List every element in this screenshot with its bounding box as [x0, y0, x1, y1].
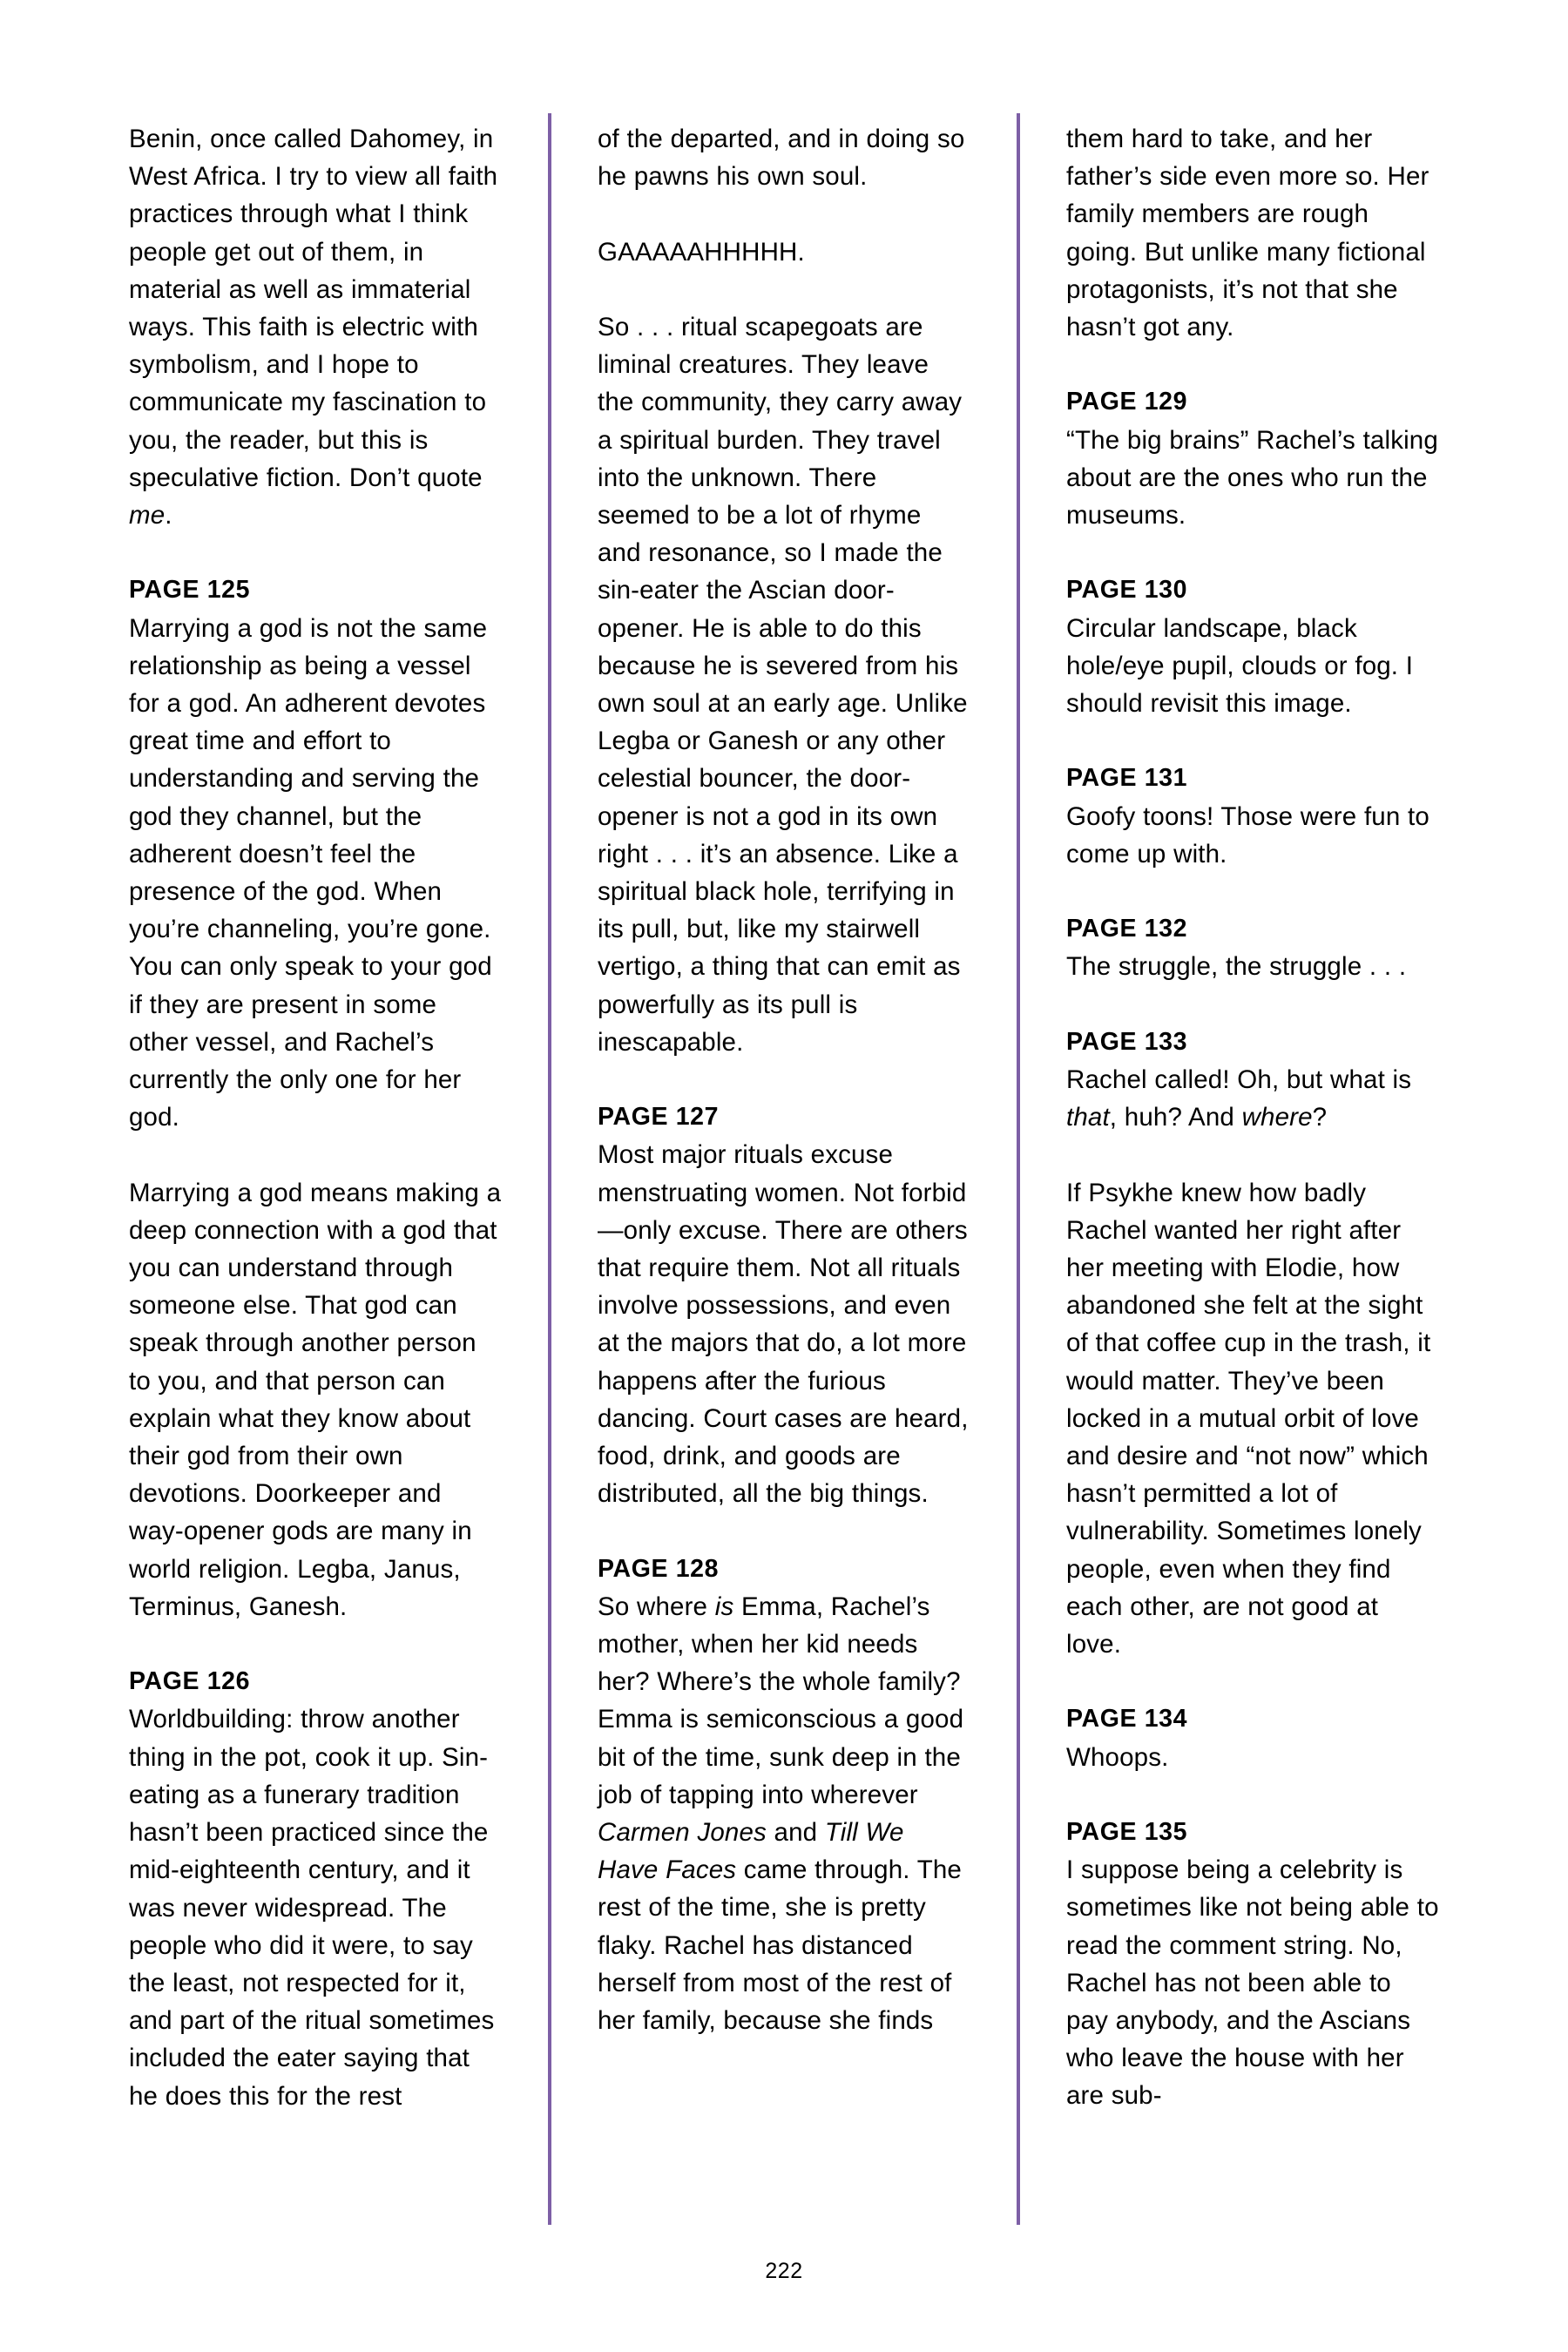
text-column-2 [598, 120, 970, 2039]
paragraph-page-130: Circular landscape, black hole/eye pupil, clouds or fog. I should revisit this image. [1066, 613, 1414, 719]
paragraph-benin-text: Benin, once called Dahomey, in West Africa. I try to view all faith practices through what I think people get out of them, in material as well as immaterial ways. This faith is electric with symbolism, and I hope to communicate my fascination to you, the reader, but this is speculative fiction. Don’t quote [129, 125, 498, 492]
three-column-text-body [129, 120, 1439, 2228]
page-133-seg-b: , huh? And [1109, 1103, 1242, 1132]
section-heading-page-130: PAGE 130 [1066, 576, 1188, 605]
column-divider-rule-1 [548, 113, 551, 2225]
section-heading-page-133: PAGE 133 [1066, 1027, 1188, 1056]
paragraph-page-133-a [1066, 1061, 1439, 1136]
paragraph-ritual-scapegoats: So . . . ritual scapegoats are liminal creatures. They leave the community, they carry away a spiritual burden. They travel into the unknown. There seemed to be a lot of rhyme and resonance, so I made the sin-eater the Ascian door-opener. He is able to do this because he is severed from his own soul at an early age. Unlike Legba or Ganesh or any other celestial bouncer, the door-opener is not a god in its own right . . . it’s an absence. Like a spiritual black hole, terrifying in its pull, but, like my stairwell vertigo, a thing that can emit as powerfully as its pull is inescapable. [598, 312, 968, 1057]
emphasis-where: where [1241, 1103, 1313, 1132]
emphasis-is: is [714, 1592, 734, 1621]
emphasis-me: me [129, 501, 166, 531]
paragraph-page-125-a: Marrying a god is not the same relationship as being a vessel for a god. An adherent devotes great time and effort to understanding and serving the god they channel, but the adherent doesn’t feel the presence of the god. When you’re channeling, you’re gone. You can only speak to your god if they are present in some other vessel, and Rachel’s currently the only one for her god. [129, 613, 492, 1132]
paragraph-page-131: Goofy toons! Those were fun to come up with. [1066, 801, 1429, 868]
section-heading-page-129: PAGE 129 [1066, 388, 1188, 416]
paragraph-page-129: “The big brains” Rachel’s talking about are the ones who run the museums. [1066, 425, 1438, 531]
paragraph-page-125-b: Marrying a god means making a deep connection with a god that you can understand through someone else. That god can speak through another person to you, and that person can explain what they know about their god from their own devotions. Doorkeeper and way-opener gods are many in world religion. Legba, Janus, Terminus, Ganesh. [129, 1178, 502, 1621]
emphasis-that: that [1066, 1103, 1110, 1132]
page-133-seg-c: ? [1312, 1103, 1328, 1132]
text-column-3 [1066, 120, 1439, 2115]
section-heading-page-135: PAGE 135 [1066, 1818, 1188, 1847]
text-column-1 [129, 120, 502, 2115]
section-heading-page-126: PAGE 126 [129, 1667, 251, 1696]
page-133-seg-a: Rachel called! Oh, but what is [1066, 1065, 1412, 1094]
section-heading-page-125: PAGE 125 [129, 576, 251, 605]
paragraph-benin [129, 120, 502, 534]
paragraph-page-127: Most major rituals excuse menstruating women. Not forbid—only excuse. There are others that require them. Not all rituals involve possessions, and even at the majors that do, a lot more happens after the furious dancing. Court cases are heard, food, drink, and goods are distributed, all the big things. [598, 1140, 969, 1509]
page-128-seg-c: and [766, 1818, 825, 1848]
page-folio-number: 222 [765, 2259, 803, 2283]
book-title-carmen-jones: Carmen Jones [598, 1818, 767, 1848]
paragraph-continued-departed: of the departed, and in doing so he pawns his own soul. [598, 125, 965, 192]
page-128-seg-a: So where [598, 1592, 715, 1621]
paragraph-page-133-b: If Psykhe knew how badly Rachel wanted her right after her meeting with Elodie, how abandoned she felt at the sight of that coffee cup in the trash, it would matter. They’ve been locked in a mutual orbit of love and desire and “not now” which hasn’t permitted a lot of vulnerability. Sometimes lonely people, even when they find each other, are not good at love. [1066, 1178, 1431, 1659]
book-title-till-we-have-faces: Till We Have Faces [598, 1818, 904, 1885]
column-divider-rule-2 [1017, 113, 1020, 2225]
paragraph-page-134: Whoops. [1066, 1742, 1169, 1772]
section-heading-page-132: PAGE 132 [1066, 915, 1188, 943]
paragraph-continued-family: them hard to take, and her father’s side even more so. Her family members are rough going. But unlike many fictional protagonists, it’s not that she hasn’t got any. [1066, 125, 1429, 342]
page-128-seg-d: came through. The rest of the time, she is pretty flaky. Rachel has distanced herself from most of the rest of her family, because she finds [598, 1855, 962, 2036]
paragraph-benin-tail: . [165, 501, 172, 531]
paragraph-page-132: The struggle, the struggle . . . [1066, 952, 1407, 982]
section-heading-page-134: PAGE 134 [1066, 1705, 1188, 1734]
section-heading-page-128: PAGE 128 [598, 1554, 720, 1583]
paragraph-exclamation: GAAAAAHHHHH. [598, 237, 805, 267]
page-128-seg-b: Emma, Rachel’s mother, when her kid needs her? Where’s the whole family? Emma is semiconscious a good bit of the time, sunk deep in the job of tapping into wherever [598, 1592, 964, 1809]
section-heading-page-131: PAGE 131 [1066, 764, 1188, 793]
paragraph-page-126: Worldbuilding: throw another thing in the pot, cook it up. Sin-eating as a funerary tradition hasn’t been practiced since the mid-eighteenth century, and it was never widespread. The people who did it were, to say the least, not respected for it, and part of the ritual sometimes included the eater saying that he does this for the rest [129, 1705, 495, 2111]
paragraph-page-128 [598, 1588, 970, 2039]
paragraph-page-135: I suppose being a celebrity is sometimes like not being able to read the comment string. No, Rachel has not been able to pay anybody, and the Ascians who leave the house with her are sub- [1066, 1855, 1439, 2111]
section-heading-page-127: PAGE 127 [598, 1103, 720, 1132]
